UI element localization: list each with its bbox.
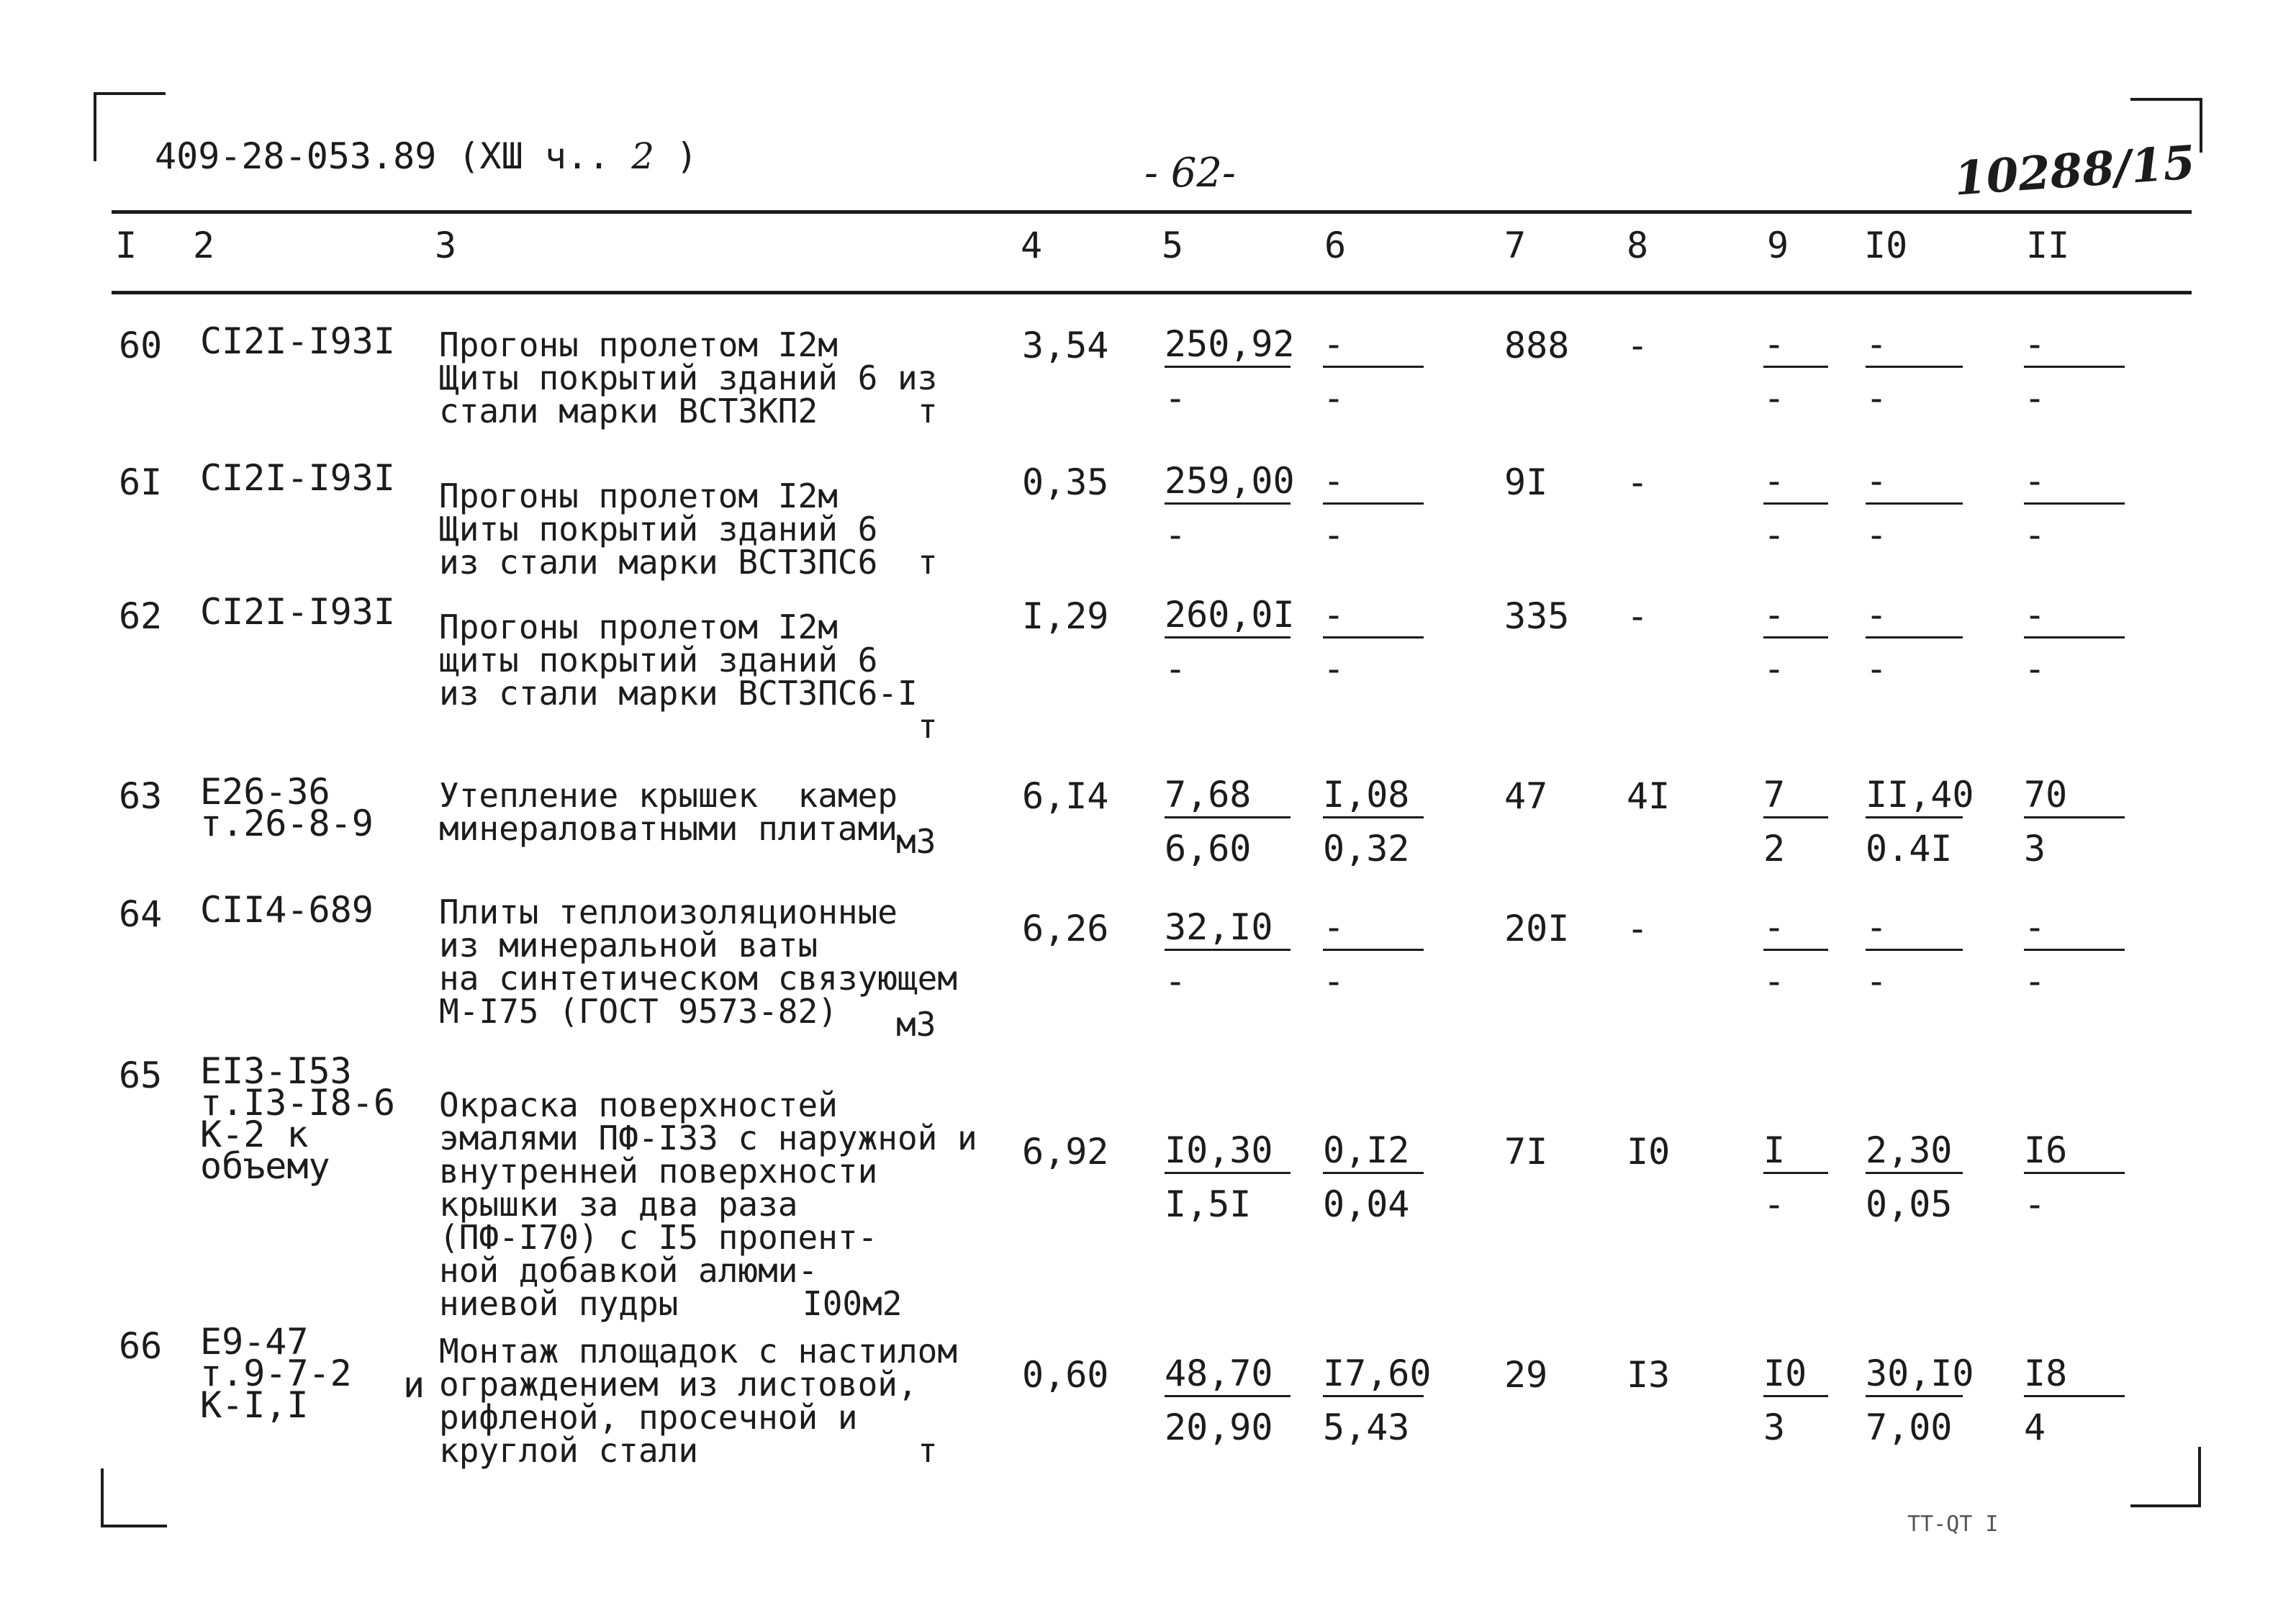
fraction-cell-c9 xyxy=(1763,1353,1828,1448)
part-number: 2 xyxy=(631,135,655,177)
numerator: 0,I2 xyxy=(1323,1129,1410,1171)
denominator: 20,90 xyxy=(1165,1407,1273,1448)
numerator: - xyxy=(2024,460,2046,502)
labor-value: 47 xyxy=(1504,775,1548,817)
work-description-line: М-I75 (ГОСТ 9573-82) xyxy=(439,992,838,1031)
corner-top-left-v xyxy=(94,92,96,161)
denominator: 6,60 xyxy=(1165,828,1252,870)
doc-code-text: 409-28-053.89 (XШ ч.. xyxy=(155,135,632,177)
denominator: - xyxy=(1866,377,1888,419)
work-description-line: Щиты покрытий зданий 6 xyxy=(439,510,878,549)
row-number: 65 xyxy=(119,1055,163,1096)
fraction-bar xyxy=(2024,366,2125,368)
quantity: 0,60 xyxy=(1022,1354,1109,1396)
work-description-line: Плиты теплоизоляционные xyxy=(439,893,898,931)
denominator: 3 xyxy=(2024,828,2046,870)
numerator: - xyxy=(1763,460,1786,502)
fraction-cell-c11 xyxy=(2024,775,2125,869)
denominator: - xyxy=(1866,514,1888,556)
fraction-bar xyxy=(1763,1395,1828,1397)
denominator: - xyxy=(1323,377,1345,419)
denominator: - xyxy=(1323,648,1345,690)
numerator: 250,92 xyxy=(1165,323,1295,365)
rate-code: т.I3-I8-6 xyxy=(200,1082,395,1124)
denominator: - xyxy=(1323,960,1345,1002)
rate-code: CII4-689 xyxy=(200,889,374,931)
numerator: 259,00 xyxy=(1165,460,1295,502)
fraction-cell-c6 xyxy=(1323,907,1424,1001)
corner-bottom-left-h xyxy=(101,1525,167,1527)
numerator: - xyxy=(1866,323,1888,365)
denominator: 2 xyxy=(1763,828,1786,870)
fraction-cell-c5 xyxy=(1165,775,1291,869)
work-description-line: Окраска поверхностей xyxy=(439,1085,838,1124)
col-header-5: 5 xyxy=(1162,225,1184,266)
corner-top-right-h xyxy=(2130,98,2202,101)
fraction-bar xyxy=(2024,1172,2125,1174)
fraction-cell-c5 xyxy=(1165,323,1295,419)
fraction-cell-c5 xyxy=(1165,460,1295,556)
fraction-bar xyxy=(1165,1395,1291,1397)
fraction-bar xyxy=(1165,949,1291,951)
numerator: - xyxy=(1323,594,1345,636)
denominator: - xyxy=(1866,960,1888,1002)
col-header-4: 4 xyxy=(1021,225,1043,266)
rate-code-suffix: и xyxy=(403,1364,425,1406)
fraction-bar xyxy=(1323,949,1424,951)
denominator: 4 xyxy=(2024,1407,2046,1448)
numerator: - xyxy=(1763,594,1786,636)
fraction-cell-c9 xyxy=(1763,1130,1828,1224)
fraction-cell-c6 xyxy=(1323,775,1424,869)
fraction-bar xyxy=(1866,366,1963,368)
denominator: - xyxy=(1323,514,1345,556)
fraction-bar xyxy=(1866,949,1963,951)
denominator: - xyxy=(1763,960,1786,1002)
fraction-bar xyxy=(1165,636,1291,638)
numerator: I7,60 xyxy=(1323,1353,1432,1394)
col-header-1: I xyxy=(115,225,137,266)
denominator: 0,04 xyxy=(1323,1183,1410,1225)
fraction-cell-c6 xyxy=(1323,1353,1432,1448)
numerator: 70 xyxy=(2024,774,2068,816)
fraction-bar xyxy=(1763,816,1828,818)
fraction-bar xyxy=(2024,636,2125,638)
fraction-cell-c9 xyxy=(1763,595,1828,689)
labor-value: 9I xyxy=(1504,461,1548,503)
rate-code: т.9-7-2 xyxy=(200,1353,352,1394)
fraction-cell-c10 xyxy=(1866,1353,1974,1448)
row-number: 66 xyxy=(119,1325,163,1367)
col-header-3: 3 xyxy=(435,225,457,266)
work-description-line: эмалями ПФ-I33 с наружной и xyxy=(439,1119,977,1157)
fraction-cell-c9 xyxy=(1763,461,1828,555)
fraction-cell-c5 xyxy=(1165,594,1295,690)
col-header-6: 6 xyxy=(1324,225,1347,266)
work-description-line: Прогоны пролетом I2м xyxy=(439,608,838,646)
col8-value: I3 xyxy=(1627,1354,1671,1396)
fraction-bar xyxy=(1866,1395,1963,1397)
rate-code: К-2 к xyxy=(200,1114,309,1155)
fraction-bar xyxy=(1763,366,1828,368)
numerator: 30,I0 xyxy=(1866,1353,1974,1394)
fraction-cell-c11 xyxy=(2024,907,2125,1001)
denominator: - xyxy=(1165,648,1187,690)
fraction-cell-c9 xyxy=(1763,324,1828,418)
work-description-line: (ПФ-I70) с I5 пропент- xyxy=(439,1218,878,1257)
row-number: 60 xyxy=(119,325,163,366)
fraction-bar xyxy=(1323,816,1424,818)
footer-stamp: TT-QT I xyxy=(1907,1512,1999,1537)
denominator: - xyxy=(1763,1183,1786,1225)
numerator: - xyxy=(1866,594,1888,636)
col8-value: - xyxy=(1627,325,1649,366)
work-description-line: ниевой пудры xyxy=(439,1284,679,1323)
work-description-line: стали марки ВСТ3КП2 xyxy=(439,392,818,430)
work-description-line: из стали марки ВСТ3ПС6 xyxy=(439,543,878,582)
fraction-cell-c11 xyxy=(2024,1130,2125,1224)
fraction-bar xyxy=(1763,636,1828,638)
work-description-line: щиты покрытий зданий 6 xyxy=(439,641,878,680)
denominator: 3 xyxy=(1763,1407,1786,1448)
fraction-bar xyxy=(1323,502,1424,505)
fraction-cell-c11 xyxy=(2024,461,2125,555)
numerator: I xyxy=(1763,1129,1786,1171)
unit-label: т xyxy=(918,543,938,582)
quantity: 0,35 xyxy=(1022,461,1109,503)
denominator: 0,05 xyxy=(1866,1183,1953,1225)
denominator: - xyxy=(2024,514,2046,556)
fraction-cell-c5 xyxy=(1165,1353,1291,1448)
numerator: - xyxy=(2024,594,2046,636)
rate-code: EI3-I53 xyxy=(200,1050,352,1092)
numerator: I,08 xyxy=(1323,774,1410,816)
numerator: 48,70 xyxy=(1165,1353,1273,1394)
denominator: - xyxy=(1165,514,1187,556)
numerator: - xyxy=(1763,323,1786,365)
rate-code: К-I,I xyxy=(200,1384,309,1426)
row-number: 63 xyxy=(119,775,163,817)
unit-label: т xyxy=(918,1431,938,1470)
corner-top-left-h xyxy=(94,92,166,95)
denominator: - xyxy=(1165,960,1187,1002)
rate-code: E9-47 xyxy=(200,1321,309,1363)
quantity: 6,26 xyxy=(1022,908,1109,949)
rate-code: т.26-8-9 xyxy=(200,803,374,844)
fraction-cell-c10 xyxy=(1866,595,1963,689)
unit-label: т xyxy=(918,392,938,430)
corner-bottom-left-v xyxy=(101,1468,104,1526)
fraction-bar xyxy=(1165,502,1291,505)
numerator: - xyxy=(1763,906,1786,948)
numerator: II,40 xyxy=(1866,774,1974,816)
quantity: I,29 xyxy=(1022,595,1109,637)
fraction-bar xyxy=(1866,502,1963,505)
fraction-bar xyxy=(1866,1172,1963,1174)
labor-value: 7I xyxy=(1504,1131,1548,1173)
work-description-line: рифленой, просечной и xyxy=(439,1398,858,1437)
denominator: 5,43 xyxy=(1323,1407,1410,1448)
numerator: 260,0I xyxy=(1165,594,1295,636)
fraction-bar xyxy=(1165,1172,1291,1174)
fraction-bar xyxy=(1323,1172,1424,1174)
work-description-line: на синтетическом связующем xyxy=(439,959,958,998)
numerator: - xyxy=(1323,906,1345,948)
labor-value: 20I xyxy=(1504,908,1570,949)
denominator: - xyxy=(1763,648,1786,690)
denominator: - xyxy=(2024,377,2046,419)
document-code xyxy=(155,135,697,177)
fraction-cell-c10 xyxy=(1866,907,1963,1001)
numerator: - xyxy=(2024,906,2046,948)
quantity: 6,I4 xyxy=(1022,775,1109,817)
work-description-line: из минеральной ваты xyxy=(439,926,818,965)
fraction-cell-c10 xyxy=(1866,324,1963,418)
fraction-bar xyxy=(1866,816,1963,818)
work-description-line: из стали марки ВСТ3ПС6-I xyxy=(439,674,918,713)
col-header-7: 7 xyxy=(1504,225,1527,266)
corner-bottom-right-h xyxy=(2130,1504,2201,1507)
col-header-10: I0 xyxy=(1864,225,1908,266)
work-description-line: Прогоны пролетом I2м xyxy=(439,477,838,515)
numerator: I8 xyxy=(2024,1353,2068,1394)
work-description-line: Прогоны пролетом I2м xyxy=(439,325,838,364)
numerator: 32,I0 xyxy=(1165,906,1273,948)
unit-label: I00м2 xyxy=(803,1284,903,1323)
fraction-bar xyxy=(2024,949,2125,951)
numerator: - xyxy=(2024,323,2046,365)
unit-label: м3 xyxy=(896,822,936,861)
fraction-cell-c6 xyxy=(1323,595,1424,689)
numerator: 7,68 xyxy=(1165,774,1252,816)
labor-value: 335 xyxy=(1504,595,1570,637)
fraction-cell-c10 xyxy=(1866,774,1974,870)
fraction-bar xyxy=(1165,366,1291,368)
fraction-cell-c6 xyxy=(1323,461,1424,555)
work-description-line: ной добавкой алюми- xyxy=(439,1251,818,1290)
fraction-cell-c9 xyxy=(1763,775,1828,869)
numerator: I6 xyxy=(2024,1129,2068,1171)
denominator: I,5I xyxy=(1165,1183,1252,1225)
row-number: 62 xyxy=(119,595,163,637)
corner-top-right-v xyxy=(2200,98,2202,153)
numerator: - xyxy=(1866,906,1888,948)
denominator: - xyxy=(1866,648,1888,690)
denominator: - xyxy=(2024,960,2046,1002)
row-number: 6I xyxy=(119,461,163,503)
unit-label: т xyxy=(918,707,938,746)
labor-value: 888 xyxy=(1504,325,1570,366)
denominator: - xyxy=(1763,514,1786,556)
page-number: - 62- xyxy=(1144,150,1236,197)
denominator: - xyxy=(2024,1183,2046,1225)
doc-code-close: ) xyxy=(676,135,698,177)
labor-value: 29 xyxy=(1504,1354,1548,1396)
denominator: - xyxy=(2024,648,2046,690)
fraction-bar xyxy=(1165,816,1291,818)
unit-label: м3 xyxy=(896,1005,936,1044)
col8-value: - xyxy=(1627,461,1649,503)
numerator: 2,30 xyxy=(1866,1129,1953,1171)
fraction-bar xyxy=(2024,502,2125,505)
work-description-line: Монтаж площадок с настилом xyxy=(439,1332,958,1371)
col8-value: - xyxy=(1627,595,1649,637)
fraction-bar xyxy=(2024,1395,2125,1397)
work-description-line: внутренней поверхности xyxy=(439,1152,878,1191)
quantity: 3,54 xyxy=(1022,325,1109,366)
fraction-cell-c5 xyxy=(1165,907,1291,1001)
rate-code: CI2I-I93I xyxy=(200,320,395,362)
col-header-11: II xyxy=(2026,225,2070,266)
numerator: - xyxy=(1866,460,1888,502)
fraction-cell-c11 xyxy=(2024,595,2125,689)
work-description-line: Щиты покрытий зданий 6 из xyxy=(439,358,938,397)
col-header-9: 9 xyxy=(1767,225,1789,266)
fraction-cell-c5 xyxy=(1165,1130,1291,1224)
quantity: 6,92 xyxy=(1022,1131,1109,1173)
fraction-cell-c11 xyxy=(2024,1353,2125,1448)
numerator: - xyxy=(1323,460,1345,502)
fraction-cell-c10 xyxy=(1866,461,1963,555)
numerator: 7 xyxy=(1763,774,1786,816)
denominator: - xyxy=(1165,377,1187,419)
fraction-cell-c6 xyxy=(1323,1130,1424,1224)
fraction-bar xyxy=(1763,1172,1828,1174)
col8-value: I0 xyxy=(1627,1131,1671,1173)
rate-code: объему xyxy=(200,1145,330,1187)
fraction-cell-c10 xyxy=(1866,1130,1963,1224)
archive-number: 10288/15 xyxy=(1952,135,2197,207)
work-description-line: крышки за два раза xyxy=(439,1185,798,1224)
corner-bottom-right-v xyxy=(2198,1447,2201,1507)
fraction-bar xyxy=(1763,502,1828,505)
numerator: - xyxy=(1323,323,1345,365)
work-description-line: круглой стали xyxy=(439,1431,699,1470)
fraction-bar xyxy=(1763,949,1828,951)
header-rule-top xyxy=(112,210,2192,214)
header-rule-bottom xyxy=(112,291,2192,294)
numerator: I0 xyxy=(1763,1353,1807,1394)
denominator: 0.4I xyxy=(1866,828,1953,870)
col8-value: 4I xyxy=(1627,775,1671,817)
denominator: 0,32 xyxy=(1323,828,1410,870)
fraction-bar xyxy=(1323,1395,1424,1397)
col8-value: - xyxy=(1627,908,1649,949)
denominator: 7,00 xyxy=(1866,1407,1953,1448)
work-description-line: минераловатными плитами xyxy=(439,809,898,848)
work-description-line: ограждением из листовой, xyxy=(439,1365,918,1404)
row-number: 64 xyxy=(119,893,163,935)
fraction-bar xyxy=(1323,636,1424,638)
rate-code: E26-36 xyxy=(200,771,330,813)
work-description-line: Утепление крышек камер xyxy=(439,776,898,815)
numerator: I0,30 xyxy=(1165,1129,1273,1171)
col-header-8: 8 xyxy=(1627,225,1649,266)
col-header-2: 2 xyxy=(193,225,215,266)
fraction-cell-c11 xyxy=(2024,324,2125,418)
fraction-bar xyxy=(1323,366,1424,368)
denominator: - xyxy=(1763,377,1786,419)
rate-code: CI2I-I93I xyxy=(200,591,395,633)
fraction-cell-c6 xyxy=(1323,324,1424,418)
fraction-bar xyxy=(2024,816,2125,818)
fraction-cell-c9 xyxy=(1763,907,1828,1001)
fraction-bar xyxy=(1866,636,1963,638)
rate-code: CI2I-I93I xyxy=(200,457,395,499)
